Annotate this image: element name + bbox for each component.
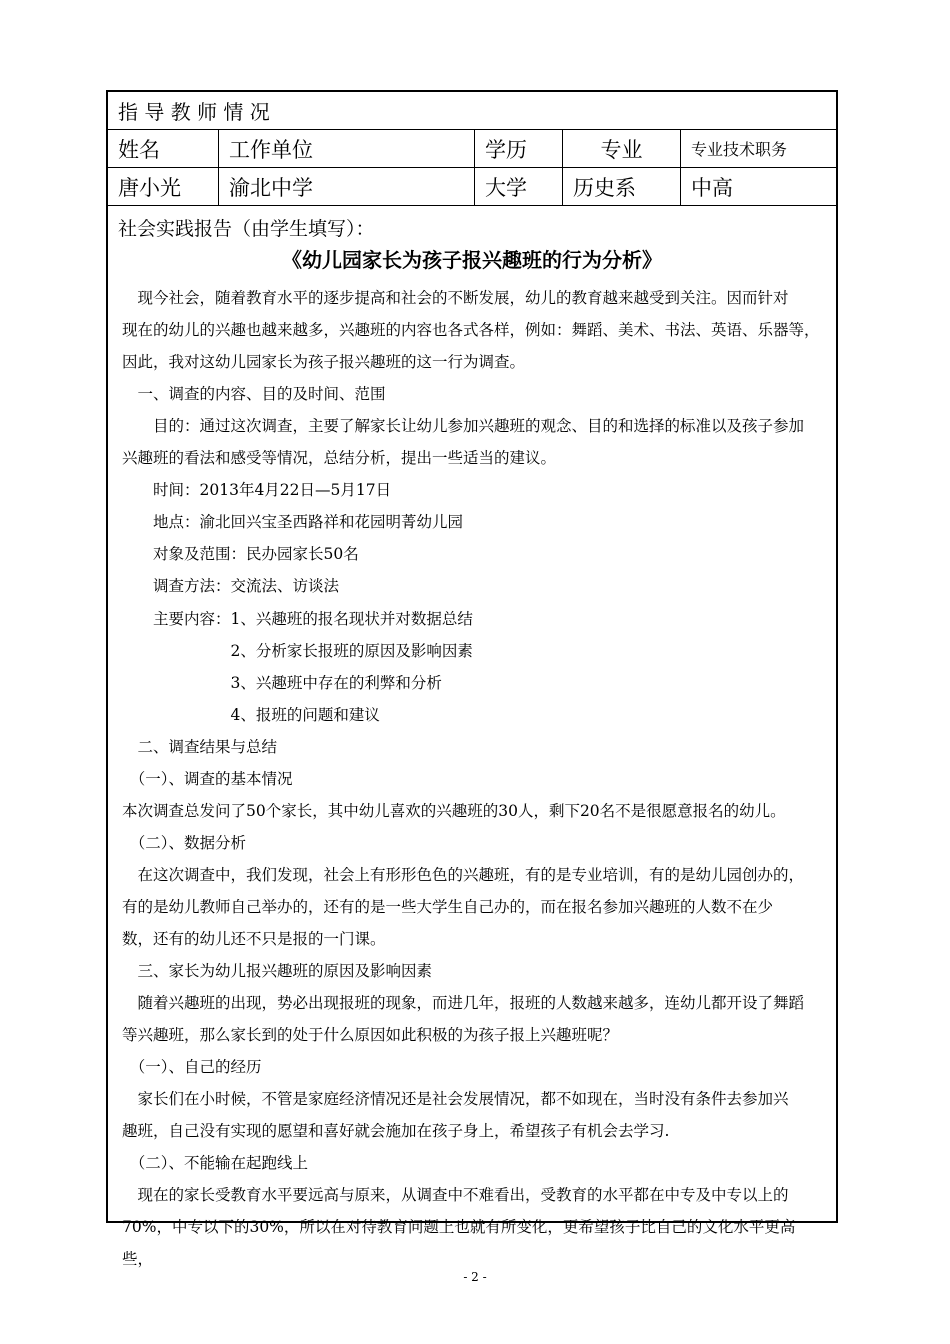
report-line: 现在的幼儿的兴趣也越来越多，兴趣班的内容也各式各样，例如：舞蹈、美术、书法、英语、乐器等， xyxy=(122,321,820,340)
report-line: 兴趣班的看法和感受等情况，总结分析，提出一些适当的建议。 xyxy=(122,449,557,468)
report-line: （一）、调查的基本情况 xyxy=(122,769,293,788)
report-line: 现在的家长受教育水平要远高与原来，从调查中不难看出，受教育的水平都在中专及中专以上的 xyxy=(122,1186,789,1205)
report-line: （二）、数据分析 xyxy=(122,833,247,852)
report-line: 主要内容：1、兴趣班的报名现状并对数据总结 xyxy=(122,609,473,628)
report-heading: 社会实践报告（由学生填写）： xyxy=(118,218,375,240)
report-line: 3、兴趣班中存在的利弊和分析 xyxy=(122,673,442,692)
col-title: 专业技术职务 xyxy=(680,130,836,167)
col-major: 专业 xyxy=(562,130,680,167)
form-frame xyxy=(106,90,838,1269)
report-line: 地点：渝北回兴宝圣西路祥和花园明菁幼儿园 xyxy=(122,513,464,532)
report-line: 一、调查的内容、目的及时间、范围 xyxy=(122,385,386,404)
report-line: 因此，我对这幼儿园家长为孩子报兴趣班的这一行为调查。 xyxy=(122,353,526,372)
report-line: 二、调查结果与总结 xyxy=(122,737,278,756)
report-line: 目的：通过这次调查，主要了解家长让幼儿参加兴趣班的观念、目的和选择的标准以及孩子参加 xyxy=(122,417,805,436)
report-line: 趣班，自己没有实现的愿望和喜好就会施加在孩子身上，希望孩子有机会去学习. xyxy=(122,1122,670,1141)
col-education: 学历 xyxy=(474,130,562,167)
report-line: 在这次调查中，我们发现，社会上有形形色色的兴趣班，有的是专业培训，有的是幼儿园创办的， xyxy=(122,865,805,884)
teacher-name: 唐小光 xyxy=(118,175,181,200)
teacher-title: 中高 xyxy=(680,168,836,205)
teacher-info-header: 指 导 教 师 情 况 xyxy=(118,100,270,124)
teacher-major: 历史系 xyxy=(562,168,680,205)
report-line: 等兴趣班，那么家长到的处于什么原因如此积极的为孩子报上兴趣班呢？ xyxy=(122,1026,619,1045)
col-name: 姓名 xyxy=(118,137,160,162)
report-line: 2、分析家长报班的原因及影响因素 xyxy=(122,641,473,660)
report-line: 现今社会，随着教育水平的逐步提高和社会的不断发展，幼儿的教育越来越受到关注。因而针对 xyxy=(122,289,789,307)
teacher-info-header-row xyxy=(108,92,836,130)
report-line: 随着兴趣班的出现，势必出现报班的现象，而进几年，报班的人数越来越多，连幼儿都开设了舞蹈 xyxy=(122,994,805,1013)
table-row xyxy=(108,168,836,206)
report-body xyxy=(108,206,836,1269)
report-line: 对象及范围：民办园家长50名 xyxy=(122,545,359,564)
teacher-education: 大学 xyxy=(474,168,562,205)
report-line: 4、报班的问题和建议 xyxy=(122,705,380,724)
report-line: 时间：2013年4月22日—5月17日 xyxy=(122,481,392,500)
page-number: - 2 - xyxy=(463,1270,487,1284)
report-line: 调查方法：交流法、访谈法 xyxy=(122,577,340,596)
report-line: 三、家长为幼儿报兴趣班的原因及影响因素 xyxy=(122,962,433,981)
report-line: 70%，中专以下的30%，所以在对待教育问题上也就有所变化，更希望孩子比自己的文化水平更高些， xyxy=(122,1218,796,1269)
report-line: 数，还有的幼儿还不只是报的一门课。 xyxy=(122,930,386,948)
teacher-workplace: 渝北中学 xyxy=(218,168,474,205)
report-line: 家长们在小时候，不管是家庭经济情况还是社会发展情况，都不如现在，当时没有条件去参加兴 xyxy=(122,1090,789,1109)
col-workplace: 工作单位 xyxy=(218,130,474,167)
report-title: 《幼儿园家长为孩子报兴趣班的行为分析》 xyxy=(282,248,662,272)
report-line: 有的是幼儿教师自己举办的，还有的是一些大学生自己办的，而在报名参加兴趣班的人数不在少 xyxy=(122,897,774,916)
table-header-row xyxy=(108,130,836,168)
report-line: 本次调查总发问了50个家长，其中幼儿喜欢的兴趣班的30人，剩下20名不是很愿意报名的幼儿。 xyxy=(122,801,786,820)
report-line: （一）、自己的经历 xyxy=(122,1058,262,1077)
report-line: （二）、不能输在起跑线上 xyxy=(122,1154,309,1173)
